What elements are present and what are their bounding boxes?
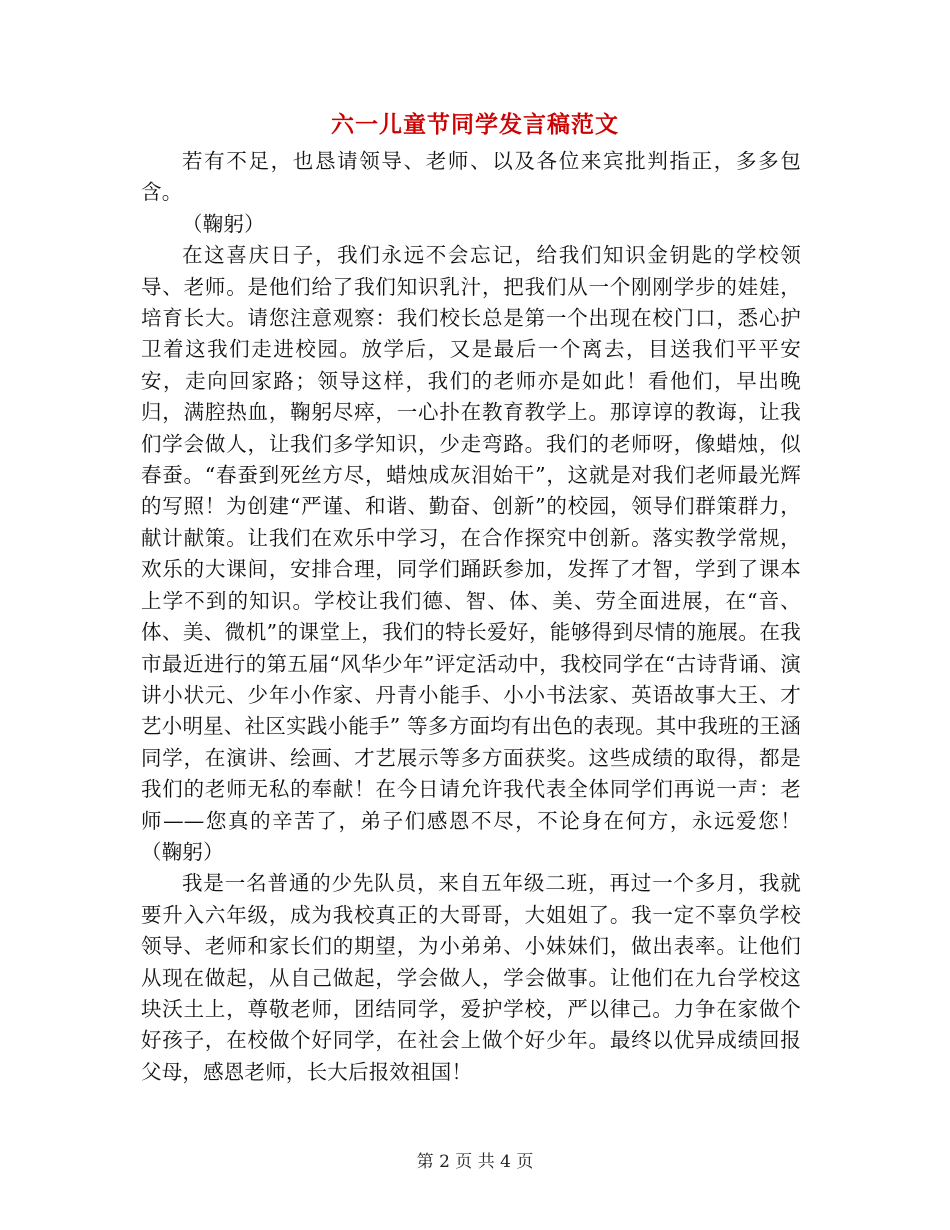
paragraph-personal-pledge: 我是一名普通的少先队员，来自五年级二班，再过一个多月，我就要升入六年级，成为我校真正的大哥哥，大姐姐了。我一定不辜负学校领导、老师和家长们的期望，为小弟弟、小妹妹们，做出表率。让他们从现在做起，从自己做起，学会做人，学会做事。让他们在九台学校这块沃土上，尊敬老师，团结同学，爱护学校，严以律己。力争在家做个好孩子，在校做个好同学，在社会上做个好少年。最终以优异成绩回报父母，感恩老师，长大后报效祖国！: [141, 871, 801, 1084]
document-body: [141, 146, 801, 1088]
paragraph-bow-note: （鞠躬）: [182, 211, 265, 236]
document-title: 六一儿童节同学发言稿范文: [331, 111, 619, 138]
paragraph-thanks-teachers: 在这喜庆日子，我们永远不会忘记，给我们知识金钥匙的学校领导、老师。是他们给了我们知识乳汁，把我们从一个刚刚学步的娃娃，培育长大。请您注意观察：我们校长总是第一个出现在校门口，悉心护卫着这我们走进校园。放学后，又是最后一个离去，目送我们平平安安，走向回家路；领导这样，我们的老师亦是如此！看他们，早出晚归，满腔热血，鞠躬尽瘁，一心扑在教育教学上。那谆谆的教诲，让我们学会做人，让我们多学知识，少走弯路。我们的老师呀，像蜡烛，似春蚕。“春蚕到死丝方尽，蜡烛成灰泪始干”，这就是对我们老师最光辉的写照！为创建“严谨、和谐、勤奋、创新”的校园，领导们群策群力，献计献策。让我们在欢乐中学习，在合作探究中创新。落实教学常规，欢乐的大课间，安排合理，同学们踊跃参加，发挥了才智，学到了课本上学不到的知识。学校让我们德、智、体、美、劳全面进展，在“音、体、美、微机”的课堂上，我们的特长爱好，能够得到尽情的施展。在我市最近进行的第五届“风华少年”评定活动中，我校同学在“古诗背诵、演讲小状元、少年小作家、丹青小能手、小小书法家、英语故事大王、才艺小明星、社区实践小能手” 等多方面均有出色的表现。其中我班的王涵同学，在演讲、绘画、才艺展示等多方面获奖。这些成绩的取得，都是我们的老师无私的奉献！在今日请允许我代表全体同学们再说一声：老师——您真的辛苦了，弟子们感恩不尽，不论身在何方，永远爱您！（鞠躬）: [141, 243, 801, 864]
paragraph-closing-remark: 若有不足，也恳请领导、老师、以及各位来宾批判指正，多多包含。: [141, 149, 801, 205]
page-number-footer: 第 2 页 共 4 页: [416, 1152, 534, 1172]
